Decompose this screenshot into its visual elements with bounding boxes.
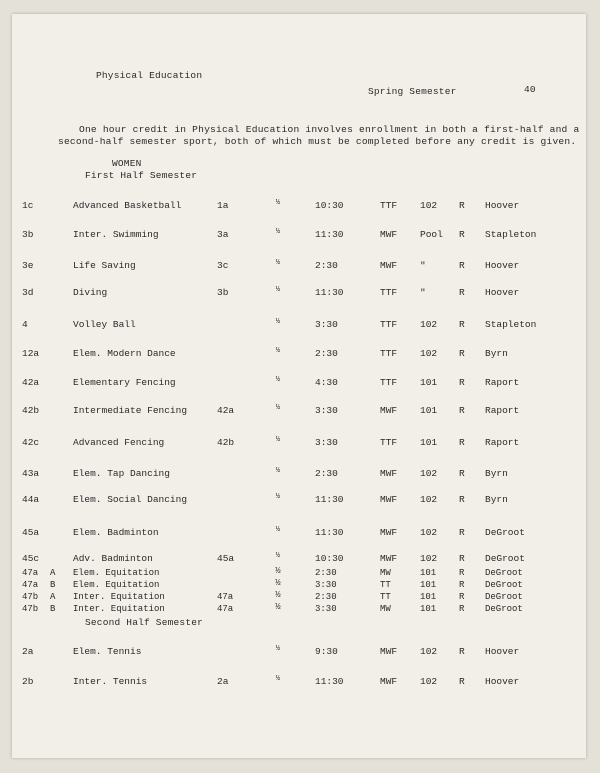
course-days: MWF: [380, 646, 398, 657]
course-name: Elem. Equitation: [73, 568, 160, 578]
course-prereq: 1a: [217, 200, 229, 211]
course-r: R: [459, 676, 465, 687]
course-credit: ½: [275, 318, 281, 326]
course-row: [12, 377, 586, 389]
course-r: R: [459, 604, 465, 614]
course-num: 47a: [22, 568, 39, 578]
course-instructor: Hoover: [485, 646, 520, 657]
course-name: Elem. Badminton: [73, 527, 159, 538]
second-half-heading: Second Half Semester: [85, 617, 204, 628]
course-instructor: Stapleton: [485, 319, 537, 330]
course-instructor: Hoover: [485, 287, 520, 298]
course-days: MWF: [380, 676, 398, 687]
course-instructor: Byrn: [485, 468, 508, 479]
course-instructor: Raport: [485, 437, 520, 448]
course-num: 42a: [22, 377, 40, 388]
course-time: 2:30: [315, 260, 338, 271]
course-num: 44a: [22, 494, 40, 505]
course-name: Intermediate Fencing: [73, 405, 188, 416]
course-name: Inter. Equitation: [73, 592, 165, 602]
course-room: 101: [420, 580, 437, 590]
course-r: R: [459, 377, 465, 388]
women-heading: WOMEN: [112, 158, 142, 169]
semester-title: Spring Semester: [368, 86, 457, 97]
department-title: Physical Education: [96, 70, 203, 81]
course-time: 10:30: [315, 553, 344, 564]
course-row: [12, 568, 586, 580]
first-half-heading: First Half Semester: [85, 170, 198, 181]
course-instructor: Byrn: [485, 348, 508, 359]
course-room: ": [420, 260, 426, 271]
course-days: MW: [380, 568, 391, 578]
course-row: [12, 592, 586, 604]
course-credit: ½: [275, 602, 281, 612]
course-days: MW: [380, 604, 391, 614]
course-instructor: Hoover: [485, 260, 520, 271]
course-name: Elem. Tennis: [73, 646, 142, 657]
course-room: 102: [420, 553, 438, 564]
course-prereq: 3a: [217, 229, 229, 240]
course-instructor: Hoover: [485, 200, 520, 211]
course-credit: ½: [275, 404, 281, 412]
course-instructor: Raport: [485, 405, 520, 416]
course-days: MWF: [380, 527, 398, 538]
course-credit: ½: [275, 590, 281, 600]
course-sec: A: [50, 568, 56, 578]
course-r: R: [459, 592, 465, 602]
course-r: R: [459, 527, 465, 538]
course-instructor: DeGroot: [485, 553, 525, 564]
course-row: [12, 405, 586, 417]
course-num: 42b: [22, 405, 40, 416]
course-row: [12, 676, 586, 688]
course-prereq: 42a: [217, 405, 235, 416]
course-credit: ½: [275, 436, 281, 444]
course-name: Elem. Modern Dance: [73, 348, 176, 359]
course-name: Advanced Basketball: [73, 200, 182, 211]
course-room: 102: [420, 468, 438, 479]
course-name: Elem. Social Dancing: [73, 494, 188, 505]
course-row: [12, 494, 586, 506]
course-room: ": [420, 287, 426, 298]
course-r: R: [459, 260, 465, 271]
course-time: 11:30: [315, 527, 344, 538]
course-num: 42c: [22, 437, 40, 448]
course-room: Pool: [420, 229, 443, 240]
course-room: 102: [420, 319, 438, 330]
course-num: 43a: [22, 468, 40, 479]
course-row: [12, 260, 586, 272]
course-time: 2:30: [315, 348, 338, 359]
course-credit: ½: [275, 566, 281, 576]
course-r: R: [459, 348, 465, 359]
course-num: 3b: [22, 229, 34, 240]
course-name: Inter. Swimming: [73, 229, 159, 240]
course-row: [12, 580, 586, 592]
course-days: MWF: [380, 468, 398, 479]
course-sec: B: [50, 604, 56, 614]
course-time: 2:30: [315, 592, 337, 602]
course-instructor: DeGroot: [485, 604, 523, 614]
course-num: 4: [22, 319, 28, 330]
course-r: R: [459, 405, 465, 416]
course-credit: ½: [275, 199, 281, 207]
intro-line-1: One hour credit in Physical Education involves enrollment in both a first-half and a: [79, 124, 580, 135]
page-number: 40: [524, 84, 536, 95]
course-room: 101: [420, 437, 438, 448]
course-sec: B: [50, 580, 56, 590]
course-num: 2b: [22, 676, 34, 687]
course-num: 47b: [22, 604, 39, 614]
course-instructor: DeGroot: [485, 527, 525, 538]
course-room: 102: [420, 527, 438, 538]
course-time: 9:30: [315, 646, 338, 657]
course-room: 102: [420, 494, 438, 505]
course-time: 3:30: [315, 437, 338, 448]
course-r: R: [459, 437, 465, 448]
course-num: 47b: [22, 592, 39, 602]
course-name: Diving: [73, 287, 108, 298]
course-days: TTF: [380, 377, 398, 388]
course-name: Elem. Tap Dancing: [73, 468, 170, 479]
course-days: TT: [380, 592, 391, 602]
course-days: TTF: [380, 319, 398, 330]
course-room: 102: [420, 200, 438, 211]
course-row: [12, 348, 586, 360]
course-r: R: [459, 287, 465, 298]
course-prereq: 47a: [217, 604, 234, 614]
course-row: [12, 229, 586, 241]
course-time: 11:30: [315, 229, 344, 240]
course-room: 101: [420, 592, 437, 602]
course-r: R: [459, 580, 465, 590]
course-days: MWF: [380, 494, 398, 505]
course-row: [12, 200, 586, 212]
course-credit: ½: [275, 347, 281, 355]
course-credit: ½: [275, 552, 281, 560]
course-r: R: [459, 568, 465, 578]
course-days: TTF: [380, 200, 398, 211]
course-days: MWF: [380, 553, 398, 564]
course-instructor: Raport: [485, 377, 520, 388]
course-row: [12, 646, 586, 658]
course-name: Inter. Tennis: [73, 676, 148, 687]
course-prereq: 42b: [217, 437, 235, 448]
course-credit: ½: [275, 259, 281, 267]
course-room: 102: [420, 646, 438, 657]
course-row: [12, 553, 586, 565]
course-row: [12, 468, 586, 480]
course-time: 11:30: [315, 287, 344, 298]
course-instructor: DeGroot: [485, 580, 523, 590]
course-days: MWF: [380, 405, 398, 416]
course-sec: A: [50, 592, 56, 602]
course-credit: ½: [275, 675, 281, 683]
course-time: 11:30: [315, 494, 344, 505]
course-r: R: [459, 200, 465, 211]
course-num: 3d: [22, 287, 34, 298]
course-room: 102: [420, 348, 438, 359]
course-time: 3:30: [315, 405, 338, 416]
course-time: 3:30: [315, 604, 337, 614]
course-time: 2:30: [315, 568, 337, 578]
course-name: Adv. Badminton: [73, 553, 153, 564]
course-room: 101: [420, 405, 438, 416]
course-name: Elementary Fencing: [73, 377, 176, 388]
course-r: R: [459, 468, 465, 479]
course-time: 10:30: [315, 200, 344, 211]
course-credit: ½: [275, 578, 281, 588]
course-name: Volley Ball: [73, 319, 136, 330]
course-row: [12, 437, 586, 449]
course-days: TTF: [380, 437, 398, 448]
course-instructor: DeGroot: [485, 568, 523, 578]
course-row: [12, 604, 586, 616]
course-time: 2:30: [315, 468, 338, 479]
course-r: R: [459, 494, 465, 505]
course-num: 45c: [22, 553, 40, 564]
course-name: Elem. Equitation: [73, 580, 160, 590]
course-name: Inter. Equitation: [73, 604, 165, 614]
course-name: Advanced Fencing: [73, 437, 165, 448]
course-num: 47a: [22, 580, 39, 590]
course-time: 11:30: [315, 676, 344, 687]
course-credit: ½: [275, 467, 281, 475]
intro-line-2: second-half semester sport, both of which must be completed before any credit is given.: [58, 136, 577, 147]
course-room: 101: [420, 377, 438, 388]
course-time: 4:30: [315, 377, 338, 388]
course-instructor: DeGroot: [485, 592, 523, 602]
course-num: 3e: [22, 260, 34, 271]
course-r: R: [459, 229, 465, 240]
course-row: [12, 527, 586, 539]
course-credit: ½: [275, 376, 281, 384]
course-credit: ½: [275, 493, 281, 501]
course-instructor: Byrn: [485, 494, 508, 505]
course-days: MWF: [380, 229, 398, 240]
course-num: 45a: [22, 527, 40, 538]
course-credit: ½: [275, 645, 281, 653]
course-row: [12, 287, 586, 299]
course-room: 101: [420, 568, 437, 578]
course-time: 3:30: [315, 580, 337, 590]
course-instructor: Stapleton: [485, 229, 537, 240]
course-r: R: [459, 553, 465, 564]
course-prereq: 3c: [217, 260, 229, 271]
course-room: 101: [420, 604, 437, 614]
document-page: [12, 14, 586, 758]
course-prereq: 47a: [217, 592, 234, 602]
course-num: 12a: [22, 348, 40, 359]
course-room: 102: [420, 676, 438, 687]
course-prereq: 3b: [217, 287, 229, 298]
course-name: Life Saving: [73, 260, 136, 271]
course-days: TTF: [380, 287, 398, 298]
course-prereq: 2a: [217, 676, 229, 687]
course-days: TT: [380, 580, 391, 590]
course-credit: ½: [275, 286, 281, 294]
course-num: 1c: [22, 200, 34, 211]
course-num: 2a: [22, 646, 34, 657]
course-r: R: [459, 646, 465, 657]
course-r: R: [459, 319, 465, 330]
course-prereq: 45a: [217, 553, 235, 564]
course-days: MWF: [380, 260, 398, 271]
course-credit: ½: [275, 228, 281, 236]
course-days: TTF: [380, 348, 398, 359]
course-instructor: Hoover: [485, 676, 520, 687]
course-row: [12, 319, 586, 331]
course-time: 3:30: [315, 319, 338, 330]
course-credit: ½: [275, 526, 281, 534]
